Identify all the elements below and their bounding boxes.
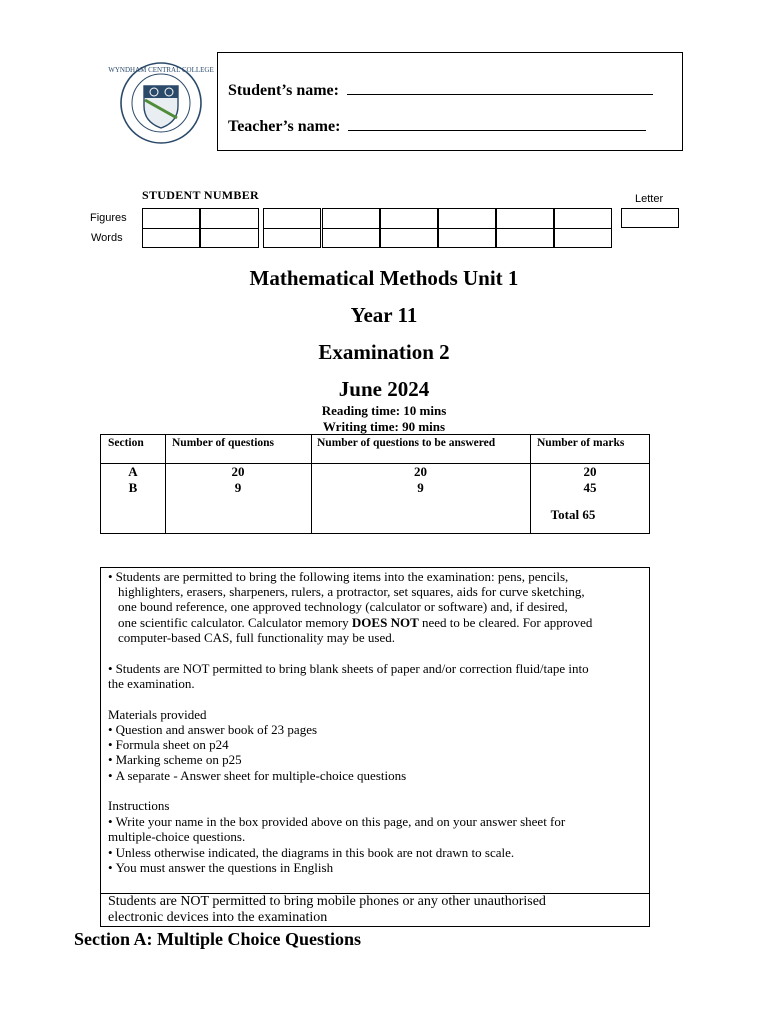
year-title: Year 11: [350, 303, 418, 327]
total-marks: Total 65: [550, 507, 596, 522]
sections-table: Section Number of questions Number of questions to be answered Number of marks A 20 20 20 B 9 9 45 Total 65: [100, 434, 650, 534]
student-number-word-cell[interactable]: [496, 228, 554, 248]
permitted-line: computer-based CAS, full functionality may be used.: [118, 630, 396, 645]
student-number-figure-cell[interactable]: [380, 208, 438, 229]
list-item: • A separate - Answer sheet for multiple-choice questions: [108, 768, 639, 783]
permitted-line: one bound reference, one approved technology (calculator or software) and, if desired,: [118, 599, 568, 614]
teacher-name-row[interactable]: [228, 116, 646, 136]
permitted-line: • Students are permitted to bring the following items into the examination: pens, pencils,: [108, 569, 639, 584]
student-number-word-cell[interactable]: [322, 228, 380, 248]
list-item-continued: multiple-choice questions.: [108, 829, 246, 844]
not-permitted-line: • Students are NOT permitted to bring blank sheets of paper and/or correction fluid/tape into: [108, 661, 639, 676]
student-number-word-cell[interactable]: [380, 228, 438, 248]
student-number-word-cell[interactable]: [142, 228, 200, 248]
table-header: Number of marks: [537, 437, 625, 449]
section-a-heading: Section A: Multiple Choice Questions: [74, 929, 361, 949]
table-header: Section: [108, 437, 144, 449]
student-number-word-cell[interactable]: [200, 228, 259, 248]
list-item: • Unless otherwise indicated, the diagrams in this book are not drawn to scale.: [108, 845, 639, 860]
list-item: • Question and answer book of 23 pages: [108, 722, 639, 737]
list-item: • Marking scheme on p25: [108, 752, 639, 767]
school-crest-icon: [108, 60, 214, 146]
student-number-word-cell[interactable]: [263, 228, 321, 248]
student-name-label: Student’s name:: [228, 82, 339, 99]
name-box: [217, 52, 683, 151]
teacher-name-label: Teacher’s name:: [228, 118, 341, 135]
student-number-figure-cell[interactable]: [142, 208, 200, 229]
table-header: Number of questions to be answered: [317, 437, 496, 449]
subject-title: Mathematical Methods Unit 1: [249, 266, 519, 290]
list-item: • You must answer the questions in English: [108, 860, 639, 875]
table-header: Number of questions: [172, 437, 275, 449]
student-number-figure-cell[interactable]: [200, 208, 259, 229]
svg-text:WYNDHAM CENTRAL COLLEGE: WYNDHAM CENTRAL COLLEGE: [108, 66, 214, 74]
teacher-name-field[interactable]: [348, 116, 646, 131]
student-number-label: STUDENT NUMBER: [142, 188, 259, 202]
instructions-heading: Instructions: [108, 798, 170, 813]
materials-heading: Materials provided: [108, 707, 207, 722]
student-number-figure-cell[interactable]: [496, 208, 554, 229]
student-name-field[interactable]: [347, 80, 653, 95]
list-item: • Formula sheet on p24: [108, 737, 639, 752]
student-number-word-cell[interactable]: [554, 228, 612, 248]
student-number-figure-cell[interactable]: [554, 208, 612, 229]
date-title: June 2024: [338, 377, 430, 401]
letter-label: Letter: [635, 193, 664, 205]
list-item: • Write your name in the box provided above on this page, and on your answer sheet for: [108, 814, 639, 829]
student-number-word-cell[interactable]: [438, 228, 496, 248]
student-number-figure-cell[interactable]: [322, 208, 380, 229]
student-name-row[interactable]: [228, 80, 653, 100]
writing-time: Writing time: 90 mins: [322, 419, 446, 434]
exam-title: Examination 2: [318, 340, 450, 364]
instructions-box: [100, 567, 650, 927]
mobile-phones-note: Students are NOT permitted to bring mobile phones or any other unauthorised electronic devices into the examination: [108, 894, 546, 925]
permitted-line: one scientific calculator. Calculator memory DOES NOT need to be cleared. For approved: [118, 615, 593, 630]
not-permitted-line: the examination.: [108, 676, 195, 691]
figures-label: Figures: [90, 212, 127, 224]
student-number-letter-cell[interactable]: [621, 208, 679, 228]
student-number-figure-cell[interactable]: [263, 208, 321, 229]
permitted-line: highlighters, erasers, sharpeners, rulers, a protractor, set squares, aids for curve sketching,: [118, 584, 585, 599]
reading-time: Reading time: 10 mins: [321, 403, 447, 418]
student-number-figure-cell[interactable]: [438, 208, 496, 229]
words-label: Words: [91, 232, 123, 244]
